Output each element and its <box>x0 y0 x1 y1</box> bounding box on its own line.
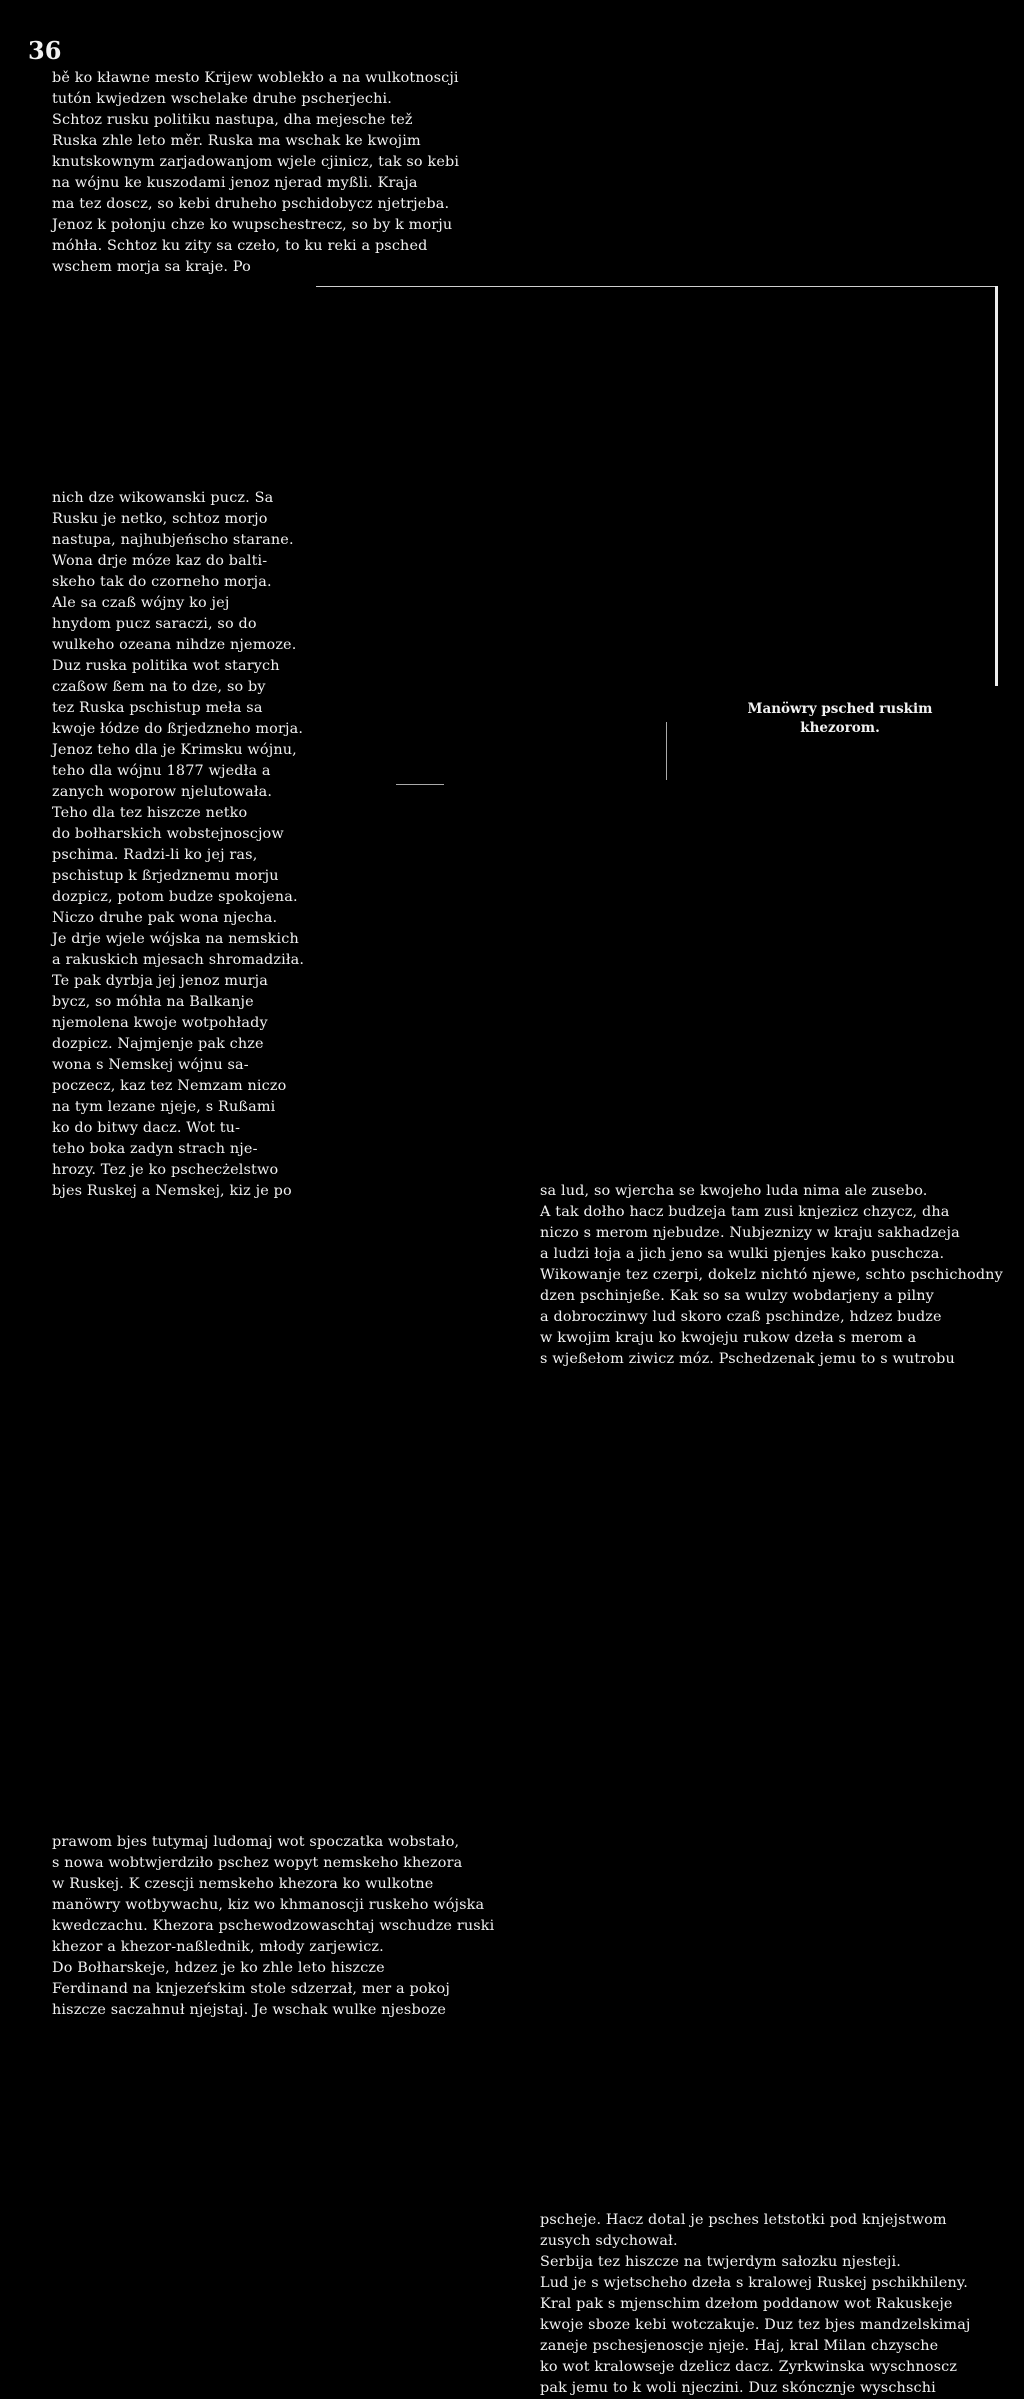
text-line: pak jemu to k woli njeczini. Duz skóncznje wyschschi <box>540 2380 936 2396</box>
text-line: Serbija tez hiszcze na twjerdym sałozku njesteji. <box>540 2254 902 2270</box>
text-line: tez Ruska pschistup meła sa <box>52 700 263 716</box>
left-column-narrow <box>52 488 310 1202</box>
text-line: Wona drje móze kaz do balti- <box>52 553 268 569</box>
text-line: Ale sa czaß wójny ko jej <box>52 595 230 611</box>
figure-border-right <box>995 286 998 686</box>
caption-line: khezorom. <box>800 720 880 736</box>
figure-leader-line <box>666 722 667 780</box>
text-line: Schtoz rusku politiku nastupa, dha mejesche tež <box>52 112 413 128</box>
text-line: s nowa wobtwjerdziło pschez wopyt nemskeho khezora <box>52 1855 463 1871</box>
text-line: bjes Ruskej a Nemskej, kiz je po <box>52 1183 292 1199</box>
text-line: Je drje wjele wójska na nemskich <box>52 931 299 947</box>
right-column-bottom <box>540 2210 1024 2399</box>
text-line: Ferdinand na knjezeŕskim stole sdzerzał, mer a pokoj <box>52 1981 450 1997</box>
figure-leader-line <box>396 784 444 785</box>
text-line: ma tez doscz, so kebi druheho pschidobycz njetrjeba. <box>52 196 450 212</box>
text-line: móhła. Schtoz ku zity sa czeło, to ku reki a psched <box>52 238 428 254</box>
caption-line: Manöwry psched ruskim <box>747 701 933 717</box>
text-line: zanych woporow njelutowała. <box>52 784 273 800</box>
text-line: na wójnu ke kuszodami jenoz njerad myßli. Kraja <box>52 175 418 191</box>
figure-caption <box>680 700 1000 738</box>
page-number: 36 <box>28 36 62 65</box>
text-line: Wikowanje tez czerpi, dokelz nichtó njewe, schto pschichodny <box>540 1267 1003 1283</box>
text-line: poczecz, kaz tez Nemzam niczo <box>52 1078 287 1094</box>
text-line: zaneje pschesjenoscje njeje. Haj, kral Milan chzysche <box>540 2338 939 2354</box>
figure-frame <box>312 286 998 686</box>
text-line: Duz ruska politika wot starych <box>52 658 280 674</box>
text-line: sa lud, so wjercha se kwojeho luda nima ale zusebo. <box>540 1183 928 1199</box>
text-line: knutskownym zarjadowanjom wjele cjinicz, tak so kebi <box>52 154 460 170</box>
text-line: Te pak dyrbja jej jenoz murja <box>52 973 268 989</box>
text-line: Teho dla tez hiszcze netko <box>52 805 248 821</box>
text-line: do bołharskich wobstejnoscjow <box>52 826 284 842</box>
text-line: skeho tak do czorneho morja. <box>52 574 272 590</box>
text-line: Ruska zhle leto měr. Ruska ma wschak ke kwojim <box>52 133 421 149</box>
text-line: bycz, so móhła na Balkanje <box>52 994 254 1010</box>
text-line: khezor a khezor-naßlednik, młody zarjewicz. <box>52 1939 384 1955</box>
text-line: hiszcze saczahnuł njejstaj. Je wschak wulke njesboze <box>52 2002 447 2018</box>
text-line: bě ko kławne mesto Krijew woblekło a na wulkotnoscji <box>52 70 459 86</box>
text-line: wschem morja sa kraje. Po <box>52 259 251 275</box>
text-line: ko do bitwy dacz. Wot tu- <box>52 1120 241 1136</box>
text-line: hnydom pucz saraczi, so do <box>52 616 257 632</box>
text-line: kwoje łódze do ßrjedzneho morja. <box>52 721 304 737</box>
left-column-top <box>52 68 1024 278</box>
text-line: a dobroczinwy lud skoro czaß pschindze, hdzez budze <box>540 1309 942 1325</box>
text-line: w kwojim kraju ko kwojeju rukow dzeła s merom a <box>540 1330 917 1346</box>
text-line: wona s Nemskej wójnu sa- <box>52 1057 249 1073</box>
text-line: dzen pschinjeße. Kak so sa wulzy wobdarjeny a pilny <box>540 1288 934 1304</box>
text-line: czaßow ßem na to dze, so by <box>52 679 266 695</box>
text-line: dozpicz, potom budze spokojena. <box>52 889 298 905</box>
text-line: nich dze wikowanski pucz. Sa <box>52 490 274 506</box>
text-line: Lud je s wjetscheho dzeła s kralowej Ruskej pschikhileny. <box>540 2275 968 2291</box>
right-column-top <box>540 1181 1024 1370</box>
text-line: a rakuskich mjesach shromadziła. <box>52 952 305 968</box>
text-line: Jenoz k połonju chze ko wupschestrecz, so by k morju <box>52 217 453 233</box>
illustration-maneuvers <box>322 294 982 678</box>
text-line: Do Bołharskeje, hdzez je ko zhle leto hiszcze <box>52 1960 385 1976</box>
text-line: a ludzi łoja a jich jeno sa wulki pjenjes kako puschcza. <box>540 1246 945 1262</box>
text-line: pschima. Radzi-li ko jej ras, <box>52 847 258 863</box>
left-column-bottom <box>52 1832 1024 2021</box>
text-line: Kral pak s mjenschim dzełom poddanow wot Rakuskeje <box>540 2296 953 2312</box>
text-line: pschistup k ßrjedznemu morju <box>52 868 279 884</box>
text-line: teho boka zadyn strach nje- <box>52 1141 258 1157</box>
text-line: nastupa, najhubjeńscho starane. <box>52 532 294 548</box>
text-line: njemolena kwoje wotpohłady <box>52 1015 268 1031</box>
text-line: ko wot kralowseje dzelicz dacz. Zyrkwinska wyschnoscz <box>540 2359 958 2375</box>
text-line: niczo s merom njebudze. Nubjeznizy w kraju sakhadzeja <box>540 1225 960 1241</box>
text-line: pscheje. Hacz dotal je psches letstotki pod knjejstwom <box>540 2212 947 2228</box>
text-line: kwedczachu. Khezora pschewodzowaschtaj wschudze ruski <box>52 1918 495 1934</box>
text-line: Rusku je netko, schtoz morjo <box>52 511 268 527</box>
text-line: teho dla wójnu 1877 wjedła a <box>52 763 271 779</box>
text-line: Niczo druhe pak wona njecha. <box>52 910 278 926</box>
text-line: dozpicz. Najmjenje pak chze <box>52 1036 264 1052</box>
text-line: Jenoz teho dla je Krimsku wójnu, <box>52 742 297 758</box>
text-line: na tym lezane njeje, s Rußami <box>52 1099 276 1115</box>
text-line: s wjeßełom ziwicz móz. Pschedzenak jemu to s wutrobu <box>540 1351 955 1367</box>
text-line: zusych sdychował. <box>540 2233 678 2249</box>
text-line: A tak dołho hacz budzeja tam zusi knjezicz chzycz, dha <box>540 1204 950 1220</box>
text-line: wulkeho ozeana nihdze njemoze. <box>52 637 297 653</box>
text-line: w Ruskej. K czescji nemskeho khezora ko wulkotne <box>52 1876 434 1892</box>
text-line: kwoje sboze kebi wotczakuje. Duz tez bjes mandzelskimaj <box>540 2317 971 2333</box>
text-line: manöwry wotbywachu, kiz wo khmanoscji ruskeho wójska <box>52 1897 485 1913</box>
text-line: hrozy. Tez je ko pschecżelstwo <box>52 1162 279 1178</box>
text-line: tutón kwjedzen wschelake druhe pscherjechi. <box>52 91 393 107</box>
text-line: prawom bjes tutymaj ludomaj wot spoczatka wobstało, <box>52 1834 460 1850</box>
figure-border-top <box>316 286 996 287</box>
